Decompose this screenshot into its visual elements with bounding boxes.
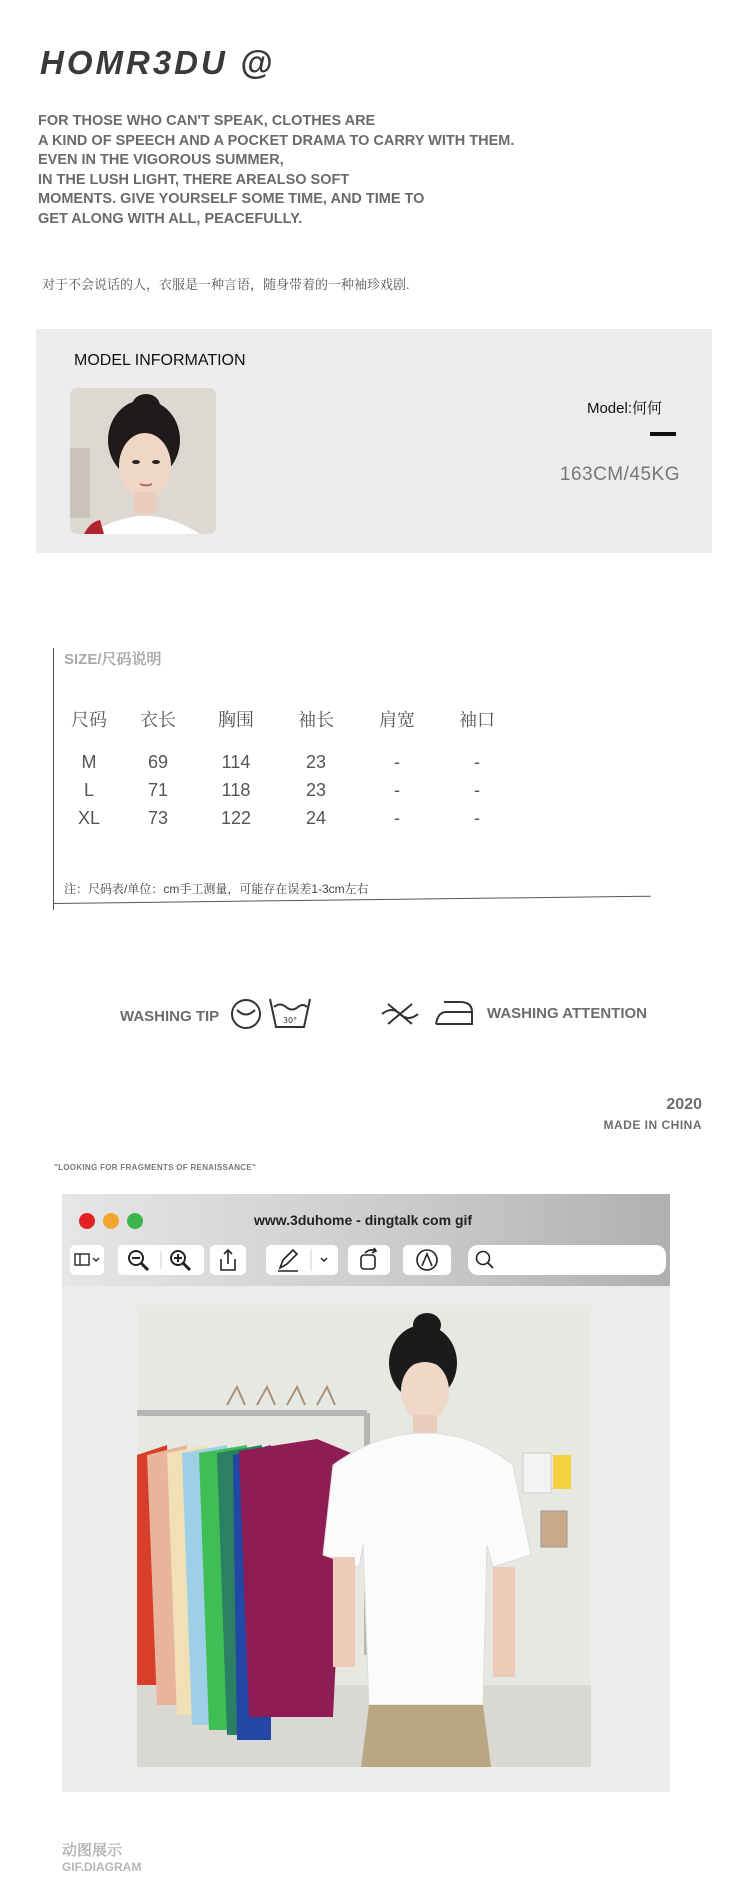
size-cell: 23 [305,779,327,800]
zoom-buttons [118,1245,204,1275]
size-table-row [58,748,516,776]
gif-label-english: GIF.DIAGRAM [62,1860,142,1874]
size-table-row [58,804,516,832]
size-cell: - [394,779,400,800]
share-button[interactable] [210,1245,246,1275]
size-cell: 23 [305,751,327,772]
wash-tub-30-icon [268,995,312,1031]
size-table-header: 衣长 [140,710,176,730]
size-table-row [58,776,516,804]
size-table-header: 肩宽 [379,710,415,730]
intro-chinese: 对于不会说话的人，衣服是一种言语，随身带着的一种袖珍戏剧. [42,277,410,292]
zoom-in-icon [171,1251,190,1270]
browser-window [62,1194,670,1792]
iron-icon [432,996,474,1028]
model-photo [70,388,216,534]
rotate-icon [348,1245,390,1275]
size-cell: - [474,807,480,828]
size-cell: 122 [220,807,252,828]
intro-line: FOR THOSE WHO CAN'T SPEAK, CLOTHES ARE [38,113,376,129]
product-photo [137,1305,591,1767]
maximize-dot[interactable] [127,1213,143,1229]
browser-url[interactable]: www.3duhome - dingtalk com gif [254,1212,473,1228]
model-divider [650,432,676,436]
model-measurements: 163CM/45KG [559,464,680,485]
close-dot[interactable] [79,1213,95,1229]
zoom-icons [118,1245,204,1275]
size-cell: 114 [221,751,251,772]
size-cell: XL [77,807,101,828]
intro-line: IN THE LUSH LIGHT, THERE AREALSO SOFT [38,171,350,188]
size-cell: L [83,779,94,800]
size-table-header: 尺码 [71,710,107,730]
markup-circle-icon [403,1245,451,1275]
gif-label-chinese: 动图展示 [62,1842,123,1859]
intro-line: MOMENTS. GIVE YOURSELF SOME TIME, AND TIME TO [38,191,425,207]
model-portrait-illustration [70,388,216,534]
pen-icon [266,1245,338,1275]
intro-line: GET ALONG WITH ALL, PEACEFULLY. [38,210,303,227]
size-cell: 118 [221,779,251,800]
size-cell: 24 [305,807,327,828]
size-cell: - [394,807,400,828]
year-label: 2020 [666,1096,702,1113]
size-table-header-row [58,702,516,748]
model-info-panel [36,329,712,553]
washing-tip-label: WASHING TIP [120,1008,220,1025]
wash-temp-label: 30° [282,1016,298,1025]
made-in-label: MADE IN CHINA [603,1118,702,1132]
markup-button[interactable] [266,1245,338,1275]
size-cell: M [81,751,97,772]
sidebar-icon [70,1245,104,1275]
washing-attention-label: WASHING ATTENTION [487,1005,647,1022]
model-name: Model:何何 [586,400,662,417]
search-input[interactable] [468,1245,666,1275]
size-cell: - [474,779,480,800]
annotate-button[interactable] [403,1245,451,1275]
share-icon [210,1245,246,1275]
no-bleach-icon [378,1000,422,1028]
size-chart-left-border [53,648,54,910]
size-chart-title: SIZE/尺码说明 [64,651,162,668]
intro-text [38,112,514,229]
size-cell: 69 [147,751,169,772]
hand-wash-circle-icon [229,997,263,1031]
size-cell: 73 [147,807,169,828]
size-cell: 71 [147,779,169,800]
renaissance-quote: "LOOKING FOR FRAGMENTS OF RENAISSANCE" [54,1163,257,1172]
browser-toolbar [62,1194,670,1286]
minimize-dot[interactable] [103,1213,119,1229]
size-table-header: 袖长 [298,710,334,730]
sidebar-toggle-button[interactable] [70,1245,104,1275]
size-table [58,702,516,832]
size-cell: - [474,751,480,772]
rotate-button[interactable] [348,1245,390,1275]
size-chart-note: 注：尺码表/单位：cm手工测量，可能存在误差1-3cm左右 [64,882,369,896]
size-table-header: 胸围 [218,710,254,730]
zoom-out-icon [129,1251,148,1270]
search-icon [468,1245,498,1275]
size-cell: - [394,751,400,772]
intro-line: EVEN IN THE VIGOROUS SUMMER, [38,152,284,168]
intro-line: A KIND OF SPEECH AND A POCKET DRAMA TO CARRY WITH THEM. [38,132,515,149]
model-info-heading: MODEL INFORMATION [74,352,246,369]
brand-title: HOMR3DU @ [40,44,276,81]
model-tshirt-illustration [137,1305,591,1767]
size-table-header: 袖口 [459,710,495,730]
